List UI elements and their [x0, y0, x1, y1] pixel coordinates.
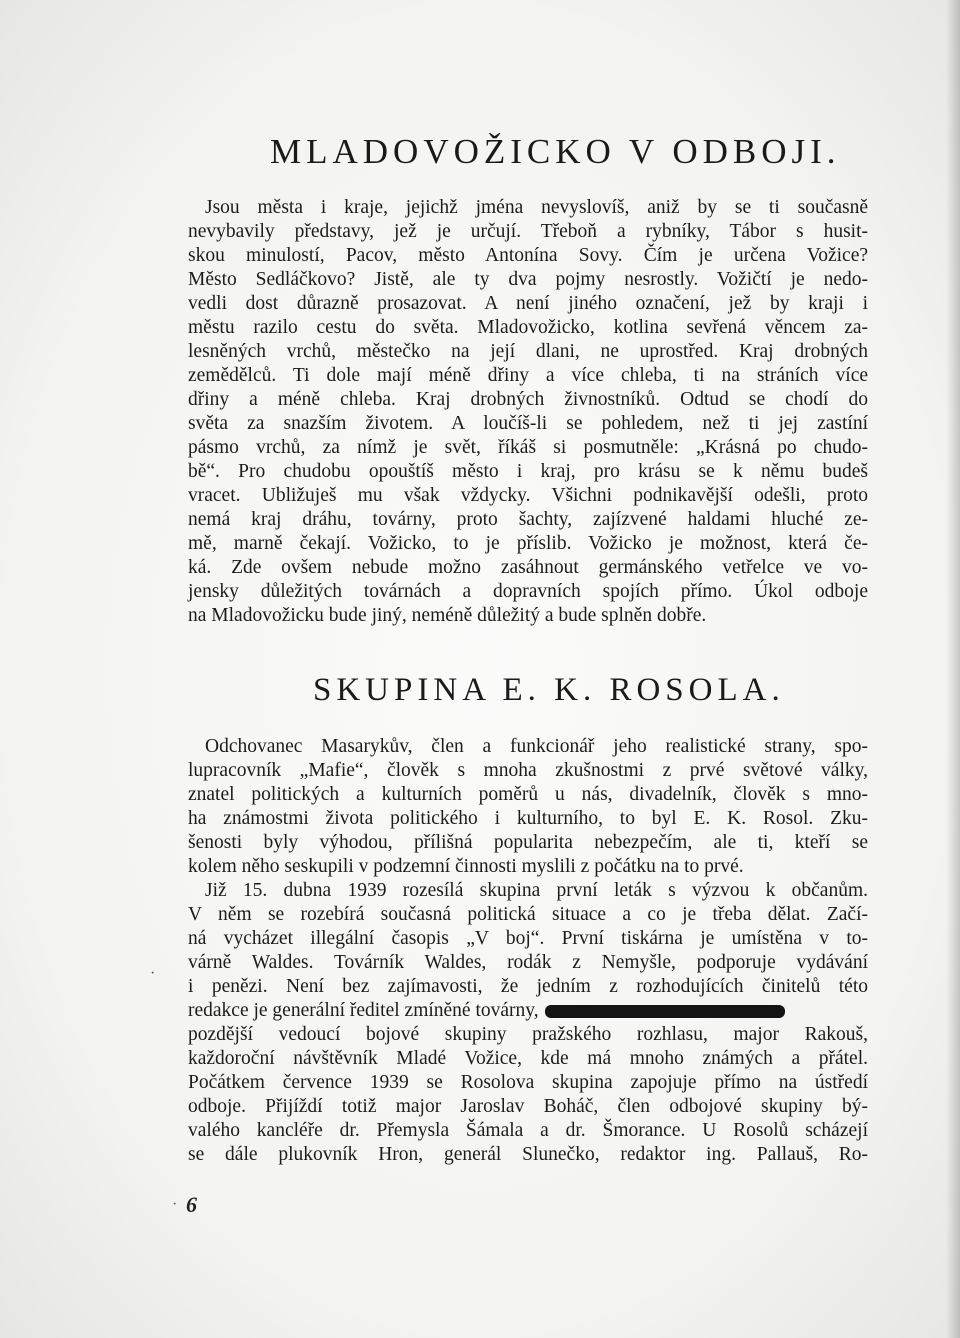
text-line: každoroční návštěvník Mladé Vožice, kde má mnoho známých a přátel. [188, 1048, 868, 1069]
text-line: znatel politických a kulturních poměrů u nás, divadelník, člověk s mno- [188, 784, 868, 805]
text-line: pásmo vrchů, za nímž je svět, říkáš si posmutněle: „Krásná po chudo- [188, 437, 868, 458]
text-line: se dále plukovník Hron, generál Slunečko, redaktor ing. Pallauš, Ro- [188, 1144, 868, 1165]
text-line: odboje. Přijíždí totiž major Jaroslav Boháč, člen odbojové skupiny bý- [188, 1096, 868, 1117]
stray-mark: · [150, 965, 156, 982]
text-line: světa za snazším životem. A loučíš-li se pohledem, než ti jej zastíní [188, 413, 868, 434]
text-line: lesněných vrchů, městečko na její dlani, ne uprostřed. Kraj drobných [188, 341, 868, 362]
text-line: pozdější vedoucí bojové skupiny pražského rozhlasu, major Rakouš, [188, 1024, 868, 1045]
text-line: zemědělců. Ti dole mají méně dřiny a více chleba, ti na stráních více [188, 365, 868, 386]
text-line: šenosti byly výhodou, přílišná popularita nebezpečím, ale ti, kteří se [188, 832, 868, 853]
text-line: skou minulostí, Pacov, město Antonína Sovy. Čím je určena Vožice? [188, 245, 868, 266]
text-line: Počátkem července 1939 se Rosolova skupina zapojuje přímo na ústředí [188, 1072, 868, 1093]
text-line: bě“. Pro chudobu opouštíš město i kraj, pro krásu se k němu budeš [188, 461, 868, 482]
page-number: 6 [186, 1192, 197, 1217]
text-line-fragment: redakce je generální ředitel zmíněné továrny, [188, 1000, 539, 1021]
text-line: ha známostmi života politického i kulturního, to byl E. K. Rosol. Zku- [188, 808, 868, 829]
text-line: Odchovanec Masarykův, člen a funkcionář jeho realistické strany, spo- [205, 736, 868, 757]
text-line: městu razilo cestu do světa. Mladovožicko, kotlina sevřená věncem za- [188, 317, 868, 338]
text-line: nemá kraj dráhu, továrny, proto šachty, zajízvené haldami hluché ze- [188, 509, 868, 530]
section-heading-mladovozicko: MLADOVOŽICKO V ODBOJI. [270, 132, 841, 171]
section-heading-skupina-rosola: SKUPINA E. K. ROSOLA. [313, 672, 785, 708]
text-line: Jsou města i kraje, jejichž jména nevyslovíš, aniž by se ti současně [205, 197, 868, 218]
text-line: várně Waldes. Továrník Waldes, rodák z Nemyšle, podporuje vydávání [188, 952, 868, 973]
text-line: mě, marně čekají. Vožicko, to je příslib. Vožicko je možnost, která če- [188, 533, 868, 554]
text-line: ná vycházet illegální časopis „V boj“. První tiskárna je umístěna v to- [188, 928, 868, 949]
text-line: na Mladovožicku bude jiný, neméně důležitý a bude splněn dobře. [188, 605, 707, 626]
text-line: jensky důležitých továrnách a dopravních spojích přímo. Úkol odboje [188, 581, 868, 602]
page-edge-shadow [946, 0, 960, 1338]
text-line: V něm se rozebírá současná politická situace a co je třeba dělat. Začí- [188, 904, 868, 925]
text-line: vedli dost důrazně prosazovat. A není jiného označení, jež by kraji i [188, 293, 868, 314]
text-line: Již 15. dubna 1939 rozesílá skupina první leták s výzvou k občanům. [205, 880, 868, 901]
text-line: kolem něho seskupili v podzemní činnosti myslili z počátku na to prvé. [188, 856, 744, 877]
redaction-bar [545, 1005, 785, 1018]
text-line: lupracovník „Mafie“, člověk s mnoha zkušnostmi z prvé světové války, [188, 760, 868, 781]
text-line: nevybavily představy, jež je určují. Třeboň a rybníky, Tábor s husit- [188, 221, 868, 242]
text-line: Město Sedláčkovo? Jistě, ale ty dva pojmy nesrostly. Vožičtí je nedo- [188, 269, 868, 290]
stray-mark: · [172, 1196, 178, 1213]
text-line: dřiny a méně chleba. Kraj drobných živnostníků. Odtud se chodí do [188, 389, 868, 410]
text-line-with-redaction [188, 999, 868, 1023]
text-line: i penězi. Není bez zajímavosti, že jedním z rozhodujících činitelů této [188, 976, 868, 997]
text-line: ká. Zde ovšem nebude možno zasáhnout germánského vetřelce ve vo- [188, 557, 868, 578]
text-line: vracet. Ubližuješ mu však vždycky. Všichni podnikavější odešli, proto [188, 485, 868, 506]
text-line: valého kancléře dr. Přemysla Šámala a dr. Šmorance. U Rosolů scházejí [188, 1120, 868, 1141]
